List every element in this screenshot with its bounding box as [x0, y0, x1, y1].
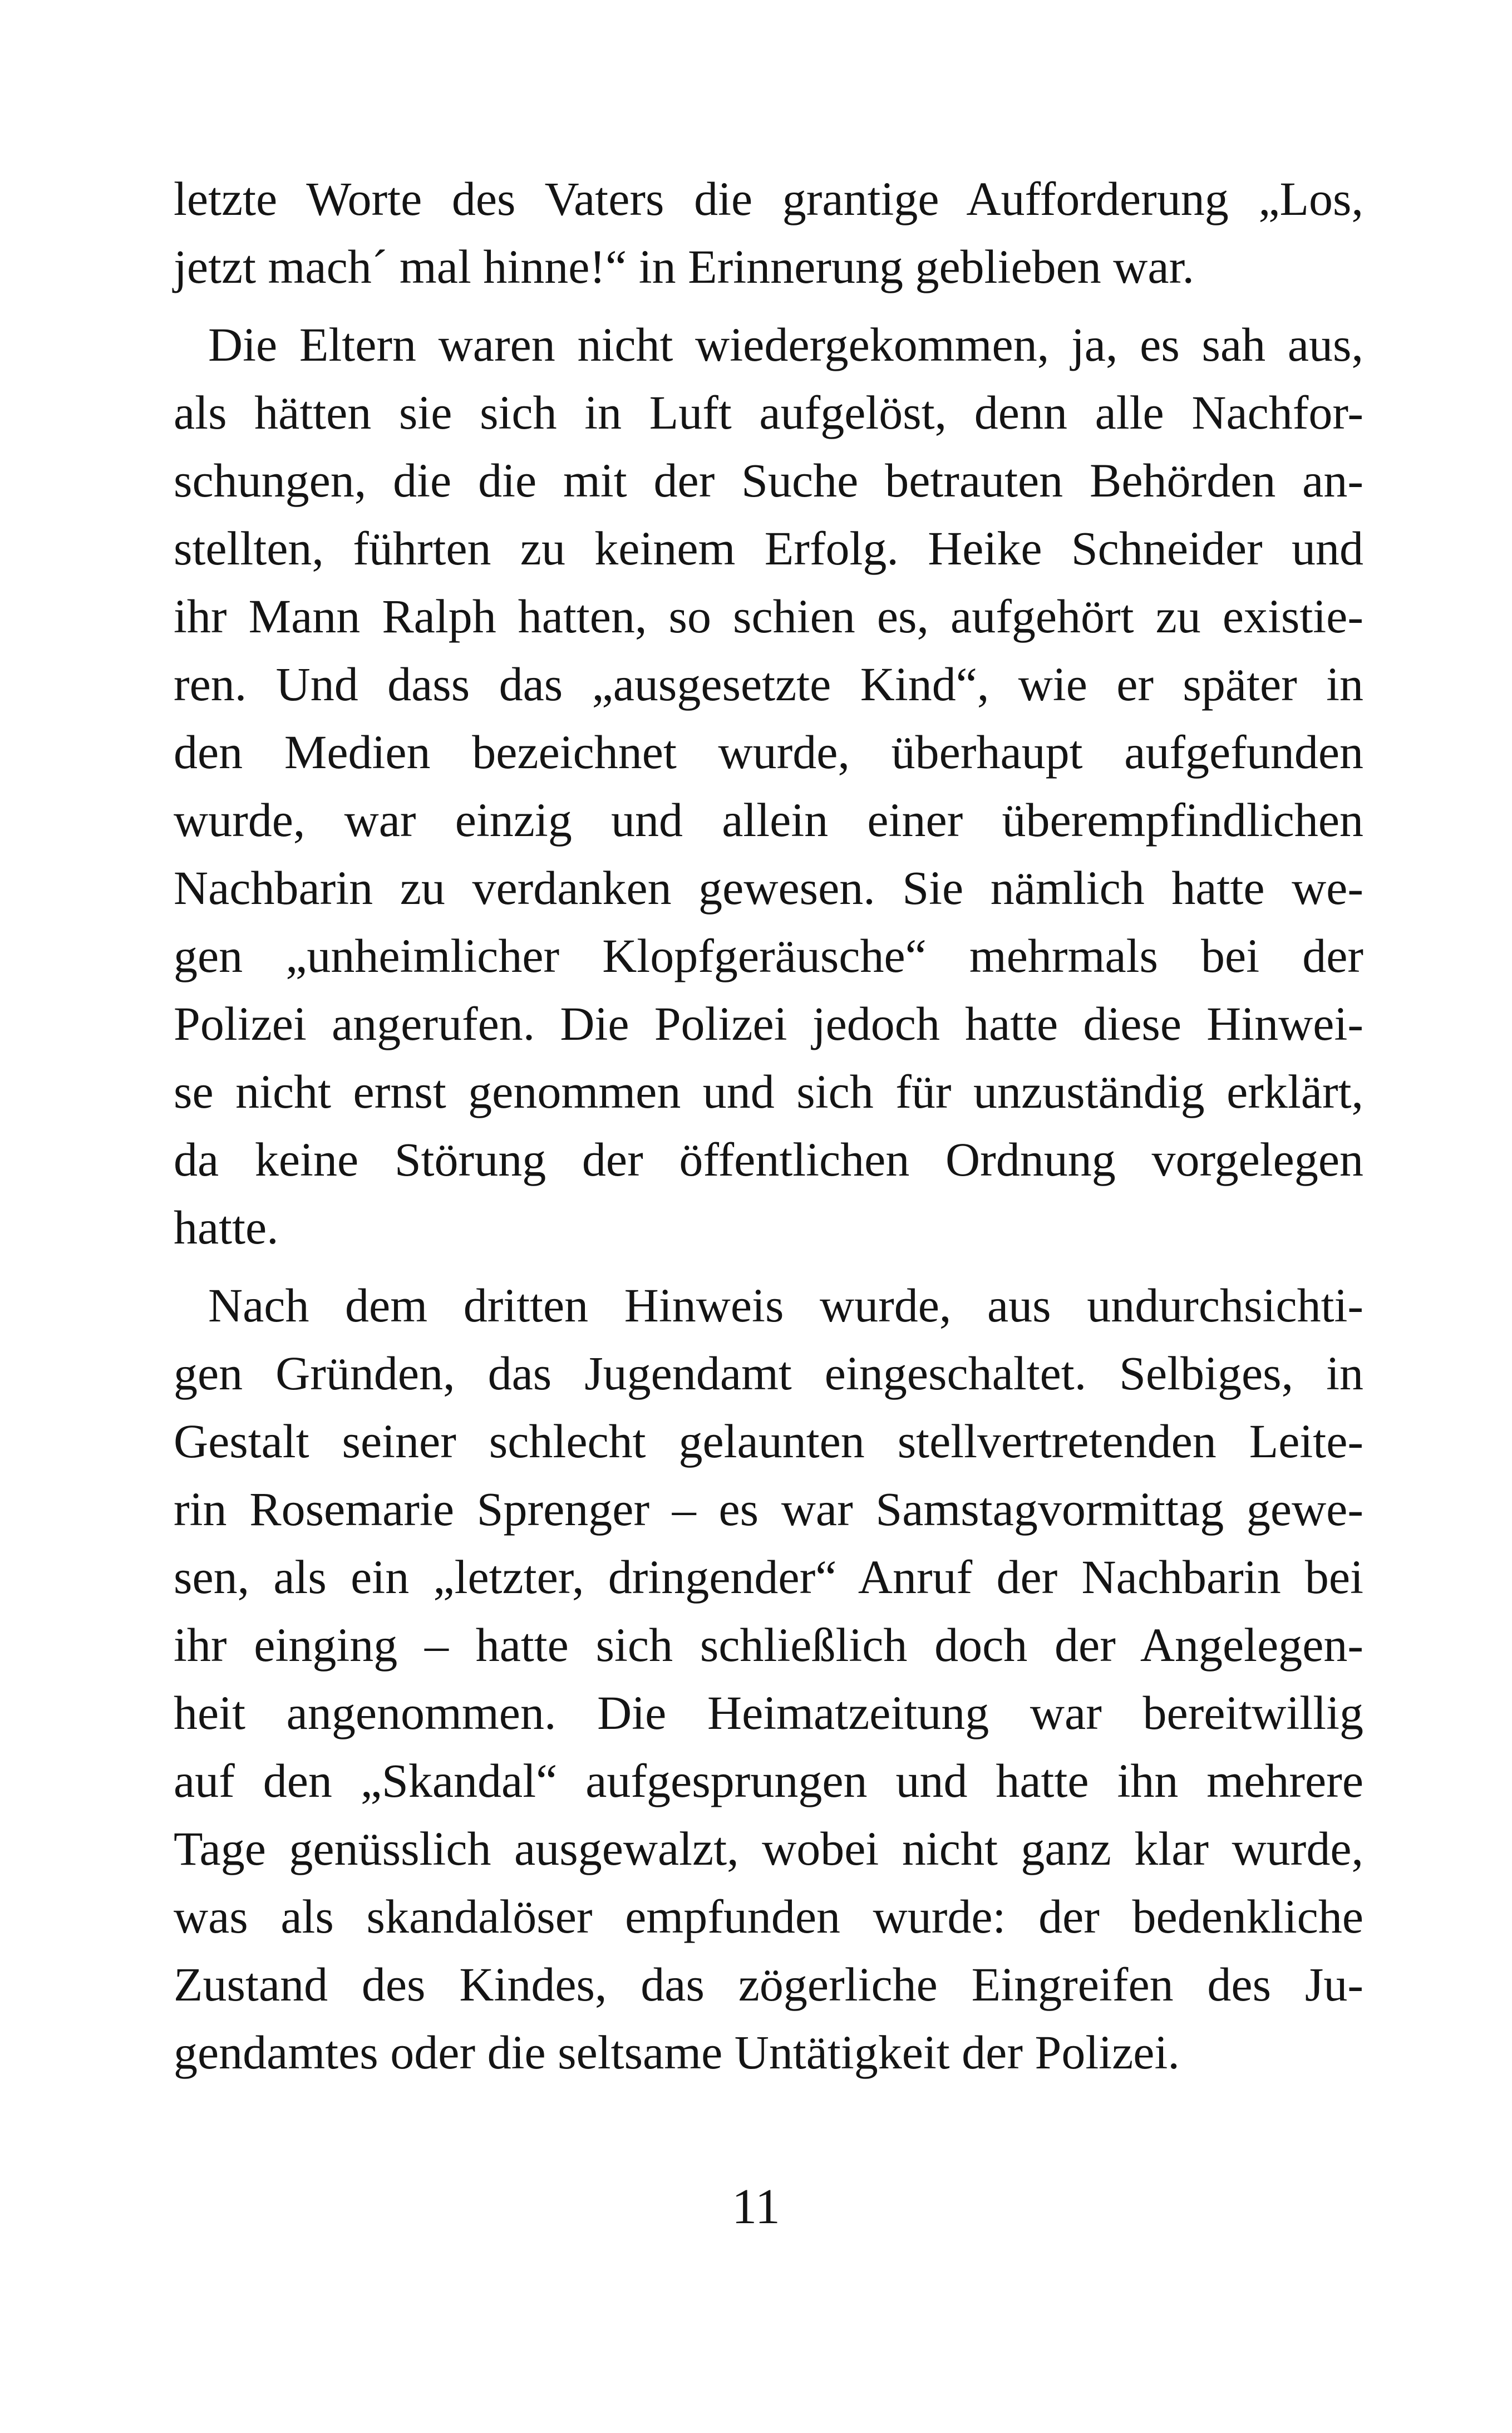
text-line: stellten, führten zu keinem Erfolg. Heike Schneider und [174, 522, 1363, 575]
text-line: Zustand des Kindes, das zögerliche Eingreifen des Ju- [174, 1958, 1363, 2011]
text-line: rin Rosemarie Sprenger – es war Samstagvormittag gewe- [174, 1482, 1363, 1536]
text-line: ren. Und dass das „ausgesetzte Kind“, wie er später in [174, 657, 1363, 711]
paragraph-gap [174, 1261, 1363, 1271]
text-line: hatte. [174, 1201, 279, 1254]
paragraph-gap [174, 301, 1363, 311]
text-line: heit angenommen. Die Heimatzeitung war bereitwillig [174, 1686, 1363, 1739]
text-line: Die Eltern waren nicht wiedergekommen, ja, es sah aus, [208, 318, 1363, 371]
text-line: ihr Mann Ralph hatten, so schien es, aufgehört zu existie- [174, 589, 1363, 643]
text-line: sen, als ein „letzter, dringender“ Anruf der Nachbarin bei [174, 1550, 1363, 1604]
text-line: Nachbarin zu verdanken gewesen. Sie nämlich hatte we- [174, 861, 1363, 915]
text-line: schungen, die die mit der Suche betrauten Behörden an- [174, 454, 1363, 507]
text-line: letzte Worte des Vaters die grantige Aufforderung „Los, [174, 172, 1363, 225]
text-line: gen „unheimlicher Klopfgeräusche“ mehrmals bei der [174, 929, 1363, 982]
body-text [174, 165, 1363, 2086]
text-line: Polizei angerufen. Die Polizei jedoch hatte diese Hinwei- [174, 997, 1363, 1050]
text-line: Gestalt seiner schlecht gelaunten stellvertretenden Leite- [174, 1414, 1363, 1468]
text-line: auf den „Skandal“ aufgesprungen und hatte ihn mehrere [174, 1754, 1363, 1807]
text-line: se nicht ernst genommen und sich für unzuständig erklärt, [174, 1065, 1363, 1118]
text-line: Nach dem dritten Hinweis wurde, aus undurchsichti- [208, 1279, 1363, 1332]
text-line: jetzt mach´ mal hinne!“ in Erinnerung geblieben war. [174, 240, 1194, 293]
page-number: 11 [732, 2179, 780, 2234]
text-line: da keine Störung der öffentlichen Ordnung vorgelegen [174, 1133, 1363, 1186]
text-line: gen Gründen, das Jugendamt eingeschaltet. Selbiges, in [174, 1346, 1363, 1400]
text-line: Tage genüsslich ausgewalzt, wobei nicht ganz klar wurde, [174, 1822, 1363, 1875]
text-line: den Medien bezeichnet wurde, überhaupt aufgefunden [174, 725, 1363, 779]
text-line: ihr einging – hatte sich schließlich doch der Angelegen- [174, 1618, 1363, 1672]
text-line: was als skandalöser empfunden wurde: der bedenkliche [174, 1890, 1363, 1943]
text-line: wurde, war einzig und allein einer überempfindlichen [174, 793, 1363, 847]
text-line: gendamtes oder die seltsame Untätigkeit der Polizei. [174, 2026, 1180, 2079]
text-line: als hätten sie sich in Luft aufgelöst, denn alle Nachfor- [174, 386, 1363, 439]
